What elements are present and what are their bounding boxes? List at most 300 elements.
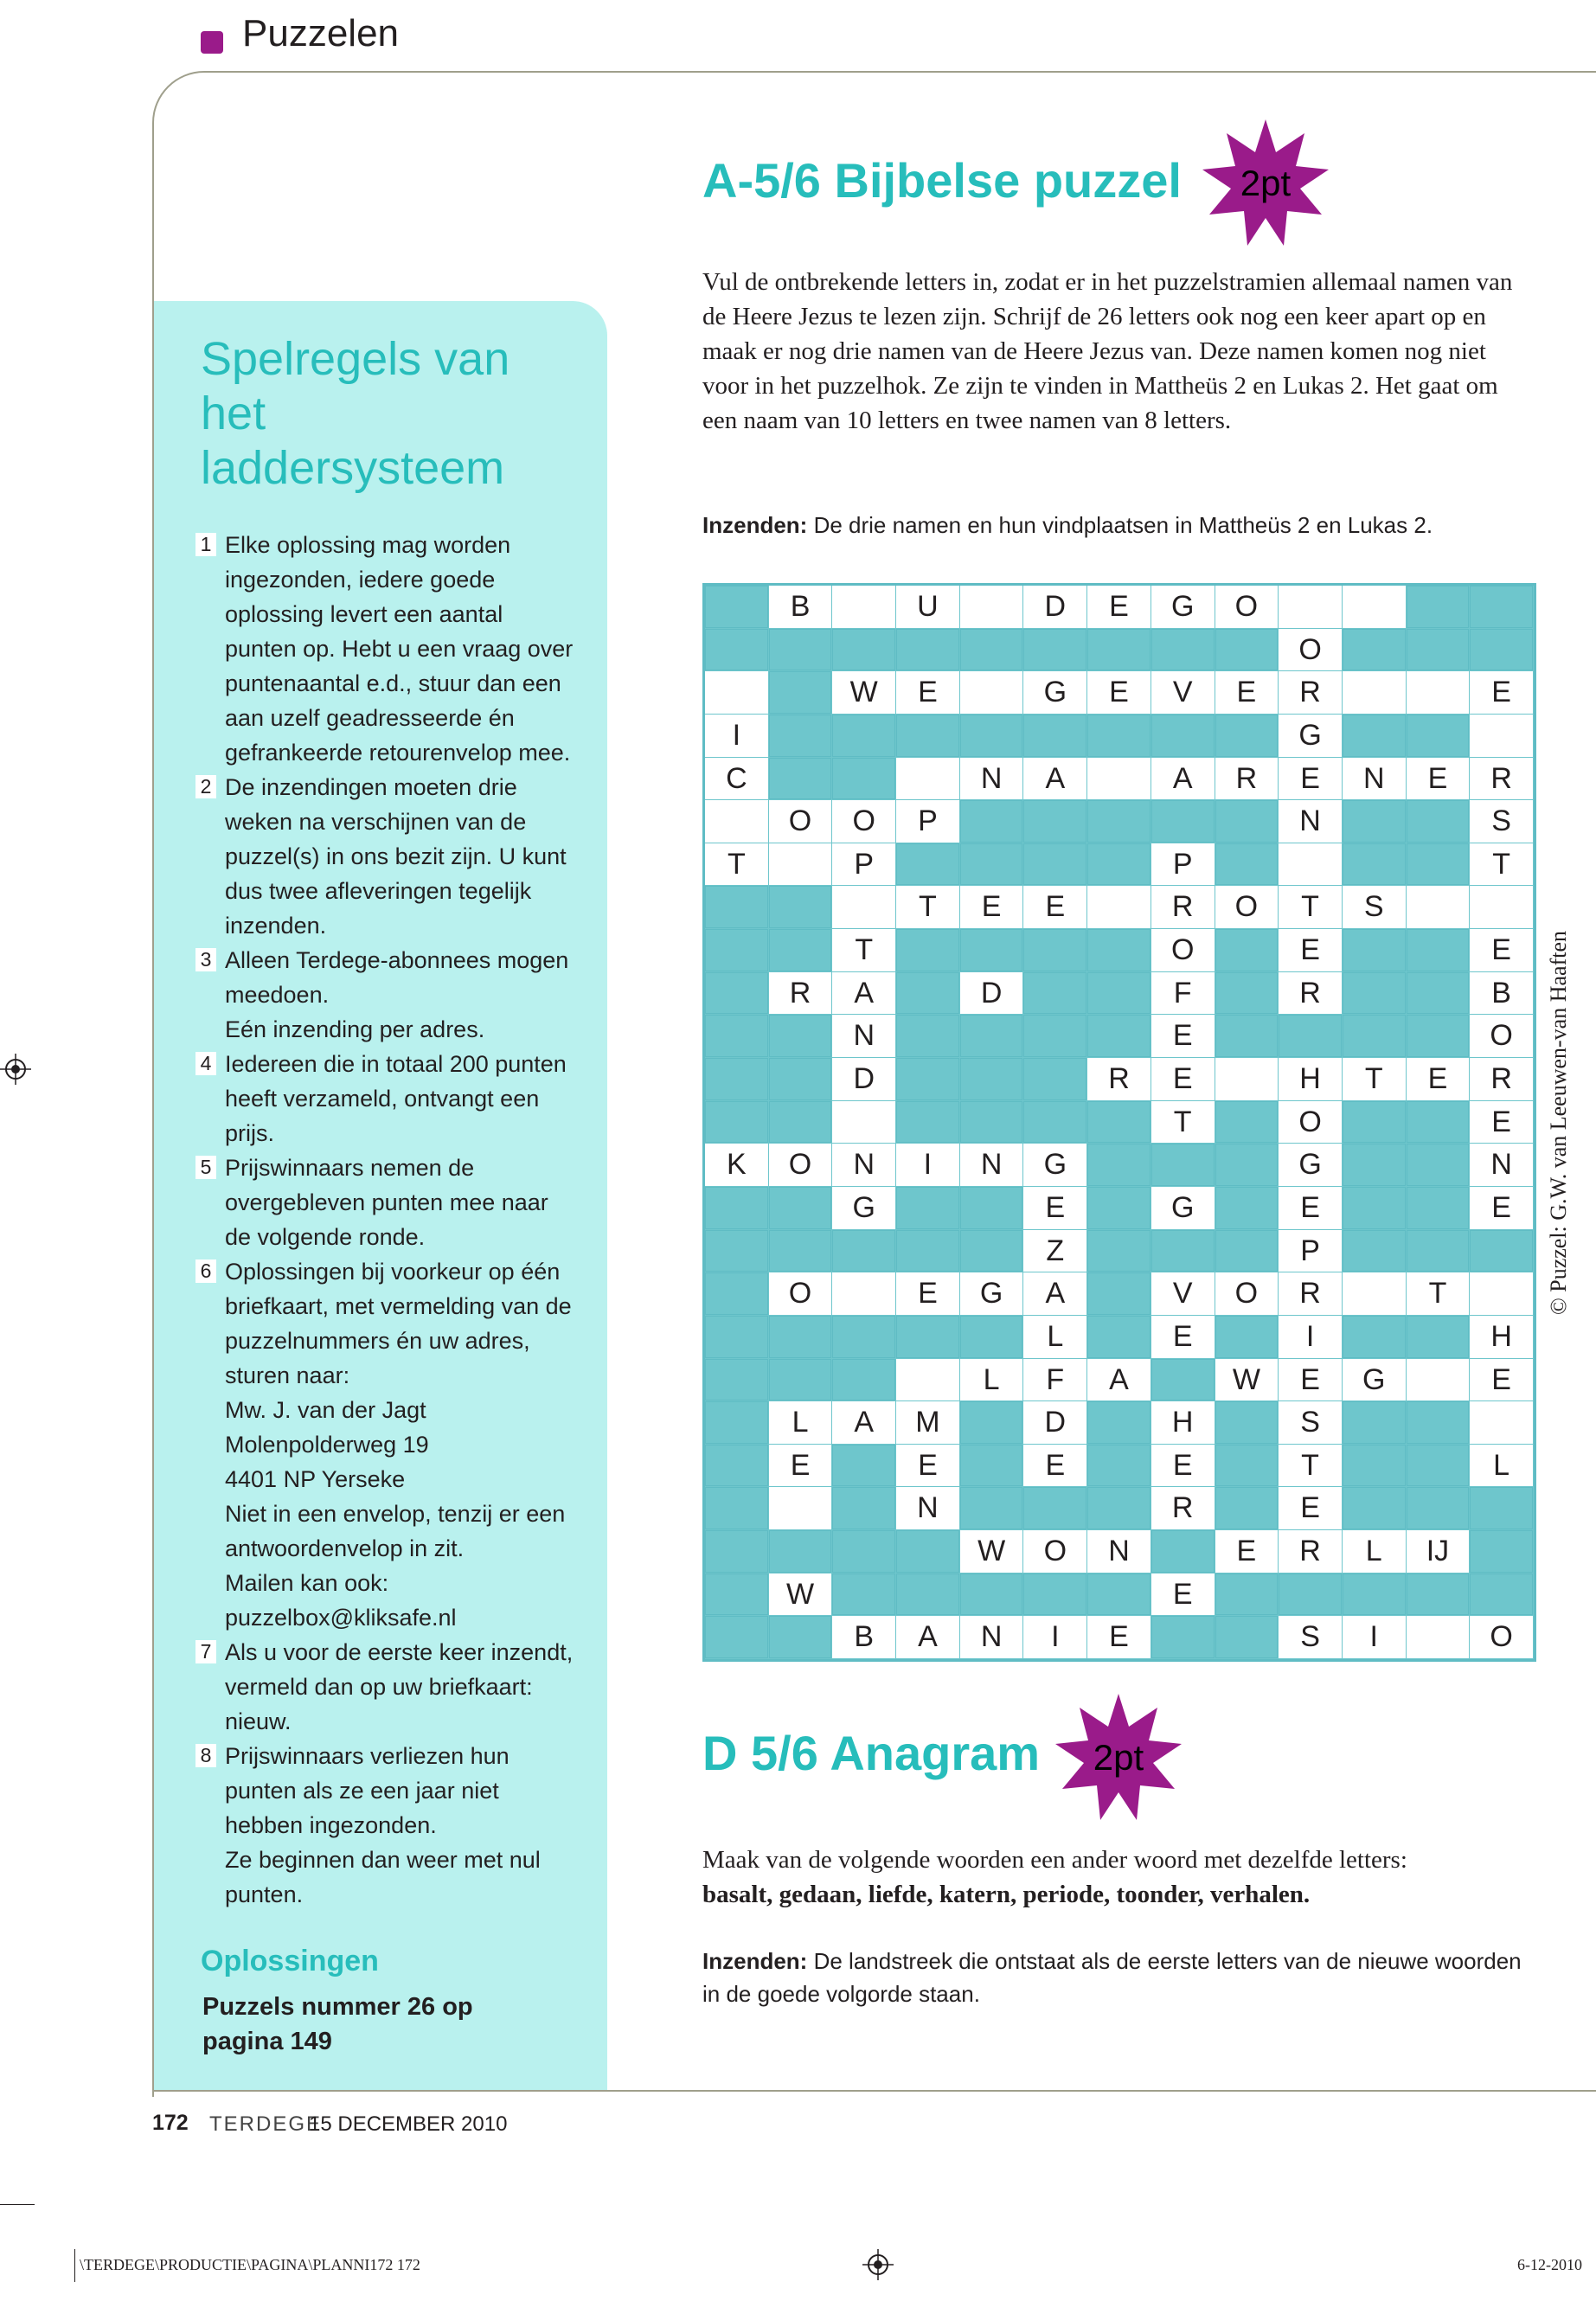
grid-cell[interactable]: T: [896, 886, 959, 928]
grid-cell[interactable]: [832, 1101, 895, 1144]
grid-cell[interactable]: E: [1470, 1359, 1533, 1401]
grid-cell[interactable]: E: [960, 886, 1023, 928]
grid-cell[interactable]: T: [1279, 1445, 1342, 1487]
grid-cell[interactable]: T: [1151, 1101, 1215, 1144]
grid-cell[interactable]: E: [1279, 1487, 1342, 1529]
grid-cell[interactable]: W: [960, 1530, 1023, 1573]
grid-block: [960, 800, 1023, 843]
grid-cell[interactable]: G: [832, 1187, 895, 1229]
grid-block: [1087, 1272, 1151, 1315]
grid-cell[interactable]: H: [1151, 1401, 1215, 1444]
grid-block: [960, 1445, 1023, 1487]
grid-cell[interactable]: R: [1279, 972, 1342, 1015]
grid-block: [705, 1230, 768, 1272]
grid-block: [1215, 1445, 1279, 1487]
grid-block: [1087, 1101, 1151, 1144]
rule-item: [195, 1739, 576, 1912]
grid-block: [769, 1230, 832, 1272]
grid-cell[interactable]: [960, 586, 1023, 628]
grid-cell[interactable]: R: [1087, 1058, 1151, 1100]
puzzle-credit: [1540, 787, 1574, 1324]
grid-block: [832, 1574, 895, 1616]
grid-cell[interactable]: [1470, 715, 1533, 757]
grid-cell[interactable]: E: [1151, 1574, 1215, 1616]
page-number: 172: [152, 2111, 189, 2135]
grid-cell[interactable]: E: [1087, 1616, 1151, 1658]
grid-block: [1215, 972, 1279, 1015]
grid-block: [960, 629, 1023, 671]
grid-block: [1087, 1401, 1151, 1444]
grid-block: [1087, 629, 1151, 671]
grid-block: [896, 629, 959, 671]
grid-cell[interactable]: [1407, 886, 1470, 928]
grid-cell[interactable]: [1215, 1058, 1279, 1100]
grid-cell[interactable]: R: [1470, 758, 1533, 800]
grid-cell[interactable]: N: [832, 1015, 895, 1057]
grid-block: [1343, 1574, 1406, 1616]
grid-cell[interactable]: E: [1407, 758, 1470, 800]
grid-cell[interactable]: S: [1470, 800, 1533, 843]
grid-cell[interactable]: W: [769, 1574, 832, 1616]
grid-block: [1343, 1401, 1406, 1444]
grid-block: [960, 1316, 1023, 1358]
registration-mark-icon: [862, 2249, 894, 2280]
grid-cell[interactable]: O: [832, 800, 895, 843]
grid-block: [960, 929, 1023, 971]
grid-block: [832, 1230, 895, 1272]
grid-cell[interactable]: G: [960, 1272, 1023, 1315]
grid-cell[interactable]: E: [1279, 1187, 1342, 1229]
grid-cell[interactable]: N: [1343, 758, 1406, 800]
grid-cell[interactable]: [705, 800, 768, 843]
grid-cell[interactable]: O: [1215, 586, 1279, 628]
submit-label-2: Inzenden:: [702, 1948, 808, 1974]
grid-cell[interactable]: G: [1023, 1144, 1086, 1186]
grid-cell[interactable]: [832, 586, 895, 628]
grid-cell[interactable]: P: [1279, 1230, 1342, 1272]
grid-cell[interactable]: G: [1151, 1187, 1215, 1229]
grid-block: [896, 1187, 959, 1229]
grid-cell[interactable]: E: [1023, 886, 1086, 928]
grid-block: [705, 1058, 768, 1100]
grid-block: [832, 1530, 895, 1573]
grid-block: [1407, 1445, 1470, 1487]
grid-cell[interactable]: [769, 1487, 832, 1529]
grid-cell[interactable]: [896, 1359, 959, 1401]
grid-block: [896, 1101, 959, 1144]
grid-block: [1343, 843, 1406, 886]
grid-cell[interactable]: D: [1023, 586, 1086, 628]
grid-block: [1087, 1230, 1151, 1272]
rules-title: Spelregels van het laddersysteem: [201, 333, 510, 494]
grid-block: [769, 758, 832, 800]
grid-cell[interactable]: G: [1023, 671, 1086, 714]
grid-cell[interactable]: E: [1470, 1101, 1533, 1144]
grid-cell[interactable]: I: [1023, 1616, 1086, 1658]
grid-block: [705, 972, 768, 1015]
grid-block: [1407, 1487, 1470, 1529]
puzzle2-submit: [702, 1945, 1533, 2010]
grid-block: [1023, 1574, 1086, 1616]
grid-block: [1151, 715, 1215, 757]
grid-cell[interactable]: [832, 1272, 895, 1315]
grid-cell[interactable]: B: [769, 586, 832, 628]
grid-cell[interactable]: N: [1087, 1530, 1151, 1573]
grid-cell[interactable]: R: [1279, 671, 1342, 714]
grid-cell[interactable]: I: [1343, 1616, 1406, 1658]
grid-block: [1343, 1015, 1406, 1057]
puzzle1-submit: [702, 509, 1533, 542]
rule-number: 2: [195, 775, 216, 798]
grid-cell[interactable]: [960, 671, 1023, 714]
grid-cell[interactable]: [832, 886, 895, 928]
grid-block: [1215, 629, 1279, 671]
grid-cell[interactable]: G: [1343, 1359, 1406, 1401]
grid-block: [1215, 800, 1279, 843]
grid-cell[interactable]: L: [1343, 1530, 1406, 1573]
grid-cell[interactable]: N: [960, 758, 1023, 800]
rule-item: [195, 770, 576, 943]
grid-cell[interactable]: IJ: [1407, 1530, 1470, 1573]
grid-block: [960, 1101, 1023, 1144]
grid-cell[interactable]: O: [1470, 1015, 1533, 1057]
grid-cell[interactable]: E: [1087, 671, 1151, 714]
grid-block: [1343, 1187, 1406, 1229]
grid-block: [1087, 1574, 1151, 1616]
grid-cell[interactable]: E: [896, 671, 959, 714]
grid-cell[interactable]: D: [1023, 1401, 1086, 1444]
grid-block: [769, 1187, 832, 1229]
grid-cell[interactable]: L: [769, 1401, 832, 1444]
grid-block: [1407, 1574, 1470, 1616]
grid-block: [1023, 629, 1086, 671]
grid-cell[interactable]: [1343, 671, 1406, 714]
grid-block: [896, 1316, 959, 1358]
grid-cell[interactable]: H: [1279, 1058, 1342, 1100]
grid-cell[interactable]: R: [1215, 758, 1279, 800]
grid-cell[interactable]: [1279, 586, 1342, 628]
section-title: Puzzelen: [242, 12, 400, 54]
grid-block: [1023, 715, 1086, 757]
grid-block: [896, 1058, 959, 1100]
grid-block: [1215, 1015, 1279, 1057]
grid-cell[interactable]: E: [1151, 1316, 1215, 1358]
grid-block: [1343, 715, 1406, 757]
grid-cell[interactable]: F: [1151, 972, 1215, 1015]
grid-cell[interactable]: W: [832, 671, 895, 714]
grid-block: [1470, 1530, 1533, 1573]
grid-cell[interactable]: P: [832, 843, 895, 886]
rule-text: Oplossingen bij voorkeur op één briefkaart, met vermelding van de puzzelnummers én uw adres, sturen naar: Mw. J. van der Jagt Molenpolderweg 19 4401 NP Yerseke Niet in een envelop, tenzij er een antwoordenvelop in zit. Mailen kan ook: puzzelbox@kliksafe.nl: [225, 1259, 572, 1631]
points-badge-1: [1201, 118, 1330, 247]
grid-cell[interactable]: E: [1023, 1187, 1086, 1229]
grid-cell[interactable]: O: [1279, 629, 1342, 671]
grid-cell[interactable]: [1407, 671, 1470, 714]
grid-block: [1087, 800, 1151, 843]
grid-cell[interactable]: N: [832, 1144, 895, 1186]
grid-cell[interactable]: A: [1023, 1272, 1086, 1315]
grid-cell[interactable]: A: [1023, 758, 1086, 800]
grid-cell[interactable]: [1470, 1272, 1533, 1315]
grid-cell[interactable]: O: [1215, 1272, 1279, 1315]
grid-cell[interactable]: B: [1470, 972, 1533, 1015]
grid-block: [960, 715, 1023, 757]
grid-block: [1407, 586, 1470, 628]
rule-number: 8: [195, 1744, 216, 1767]
grid-block: [1151, 1530, 1215, 1573]
grid-block: [1087, 1487, 1151, 1529]
grid-block: [1407, 1187, 1470, 1229]
grid-block: [1470, 1487, 1533, 1529]
rule-number: 6: [195, 1259, 216, 1283]
grid-cell[interactable]: R: [1279, 1272, 1342, 1315]
grid-cell[interactable]: N: [1470, 1144, 1533, 1186]
registration-mark-icon: [0, 1054, 31, 1085]
grid-block: [896, 929, 959, 971]
grid-cell[interactable]: L: [1023, 1316, 1086, 1358]
grid-block: [1023, 843, 1086, 886]
grid-cell[interactable]: O: [1470, 1616, 1533, 1658]
grid-block: [896, 843, 959, 886]
grid-cell[interactable]: [1407, 1616, 1470, 1658]
puzzle2-intro: [702, 1843, 1533, 1912]
grid-cell[interactable]: S: [1343, 886, 1406, 928]
grid-cell[interactable]: O: [1151, 929, 1215, 971]
grid-block: [705, 1616, 768, 1658]
grid-block: [705, 1359, 768, 1401]
rule-text: Prijswinnaars nemen de overgebleven punten mee naar de volgende ronde.: [225, 1155, 548, 1250]
magazine-name: TERDEGE: [209, 2112, 323, 2136]
grid-cell[interactable]: A: [1087, 1359, 1151, 1401]
grid-cell[interactable]: E: [1087, 586, 1151, 628]
grid-cell[interactable]: Z: [1023, 1230, 1086, 1272]
grid-cell[interactable]: [769, 843, 832, 886]
grid-block: [1407, 1144, 1470, 1186]
grid-block: [769, 671, 832, 714]
grid-cell[interactable]: V: [1151, 1272, 1215, 1315]
grid-block: [960, 1401, 1023, 1444]
grid-cell[interactable]: E: [1151, 1445, 1215, 1487]
grid-block: [769, 629, 832, 671]
grid-cell[interactable]: P: [1151, 843, 1215, 886]
grid-block: [1151, 1616, 1215, 1658]
issue-date: 15 DECEMBER 2010: [309, 2112, 508, 2136]
grid-block: [769, 1316, 832, 1358]
grid-block: [1087, 1445, 1151, 1487]
grid-cell[interactable]: L: [1470, 1445, 1533, 1487]
grid-cell[interactable]: A: [832, 972, 895, 1015]
grid-cell[interactable]: A: [832, 1401, 895, 1444]
grid-block: [705, 629, 768, 671]
grid-block: [1407, 1316, 1470, 1358]
grid-cell[interactable]: N: [960, 1144, 1023, 1186]
grid-cell[interactable]: R: [769, 972, 832, 1015]
grid-block: [1215, 715, 1279, 757]
submit-text-2: De landstreek die ontstaat als de eerste letters van de nieuwe woorden in de goede volgorde staan.: [702, 1948, 1522, 2007]
points-label-1: 2pt: [1240, 163, 1292, 203]
grid-cell[interactable]: E: [1279, 1359, 1342, 1401]
rule-text: De inzendingen moeten drie weken na verschijnen van de puzzel(s) in ons bezit zijn. U kunt dus twee afleveringen tegelijk inzenden.: [225, 774, 567, 939]
grid-cell[interactable]: I: [1279, 1316, 1342, 1358]
grid-cell[interactable]: H: [1470, 1316, 1533, 1358]
grid-cell[interactable]: G: [1279, 1144, 1342, 1186]
grid-block: [832, 1487, 895, 1529]
grid-cell[interactable]: [1087, 758, 1151, 800]
grid-cell[interactable]: E: [1407, 1058, 1470, 1100]
grid-cell[interactable]: F: [1023, 1359, 1086, 1401]
grid-cell[interactable]: O: [769, 1144, 832, 1186]
grid-cell[interactable]: E: [1470, 671, 1533, 714]
grid-cell[interactable]: A: [896, 1616, 959, 1658]
rule-text: Iedereen die in totaal 200 punten heeft verzameld, ontvangt een prijs.: [225, 1051, 567, 1146]
grid-cell[interactable]: N: [960, 1616, 1023, 1658]
grid-cell[interactable]: [1279, 843, 1342, 886]
grid-cell[interactable]: E: [1279, 758, 1342, 800]
grid-cell[interactable]: [1343, 1272, 1406, 1315]
grid-block: [1087, 972, 1151, 1015]
grid-block: [896, 972, 959, 1015]
grid-cell[interactable]: T: [1279, 886, 1342, 928]
grid-block: [1087, 1144, 1151, 1186]
grid-block: [960, 1487, 1023, 1529]
grid-cell[interactable]: E: [769, 1445, 832, 1487]
rule-number: 4: [195, 1052, 216, 1075]
anagram-words: basalt, gedaan, liefde, katern, periode, toonder, verhalen.: [702, 1881, 1311, 1908]
grid-block: [705, 1015, 768, 1057]
grid-cell[interactable]: E: [1023, 1445, 1086, 1487]
grid-block: [769, 929, 832, 971]
rules-list: [195, 528, 576, 1912]
grid-cell[interactable]: E: [1279, 929, 1342, 971]
grid-cell[interactable]: T: [705, 843, 768, 886]
grid-cell[interactable]: D: [832, 1058, 895, 1100]
grid-block: [769, 1015, 832, 1057]
grid-block: [896, 1574, 959, 1616]
grid-cell[interactable]: T: [1407, 1272, 1470, 1315]
grid-cell[interactable]: E: [1470, 929, 1533, 971]
grid-block: [1343, 1144, 1406, 1186]
grid-cell[interactable]: E: [1151, 1058, 1215, 1100]
grid-cell[interactable]: E: [896, 1272, 959, 1315]
grid-cell[interactable]: K: [705, 1144, 768, 1186]
puzzle-grid: [702, 583, 1536, 1662]
grid-cell[interactable]: D: [960, 972, 1023, 1015]
grid-cell[interactable]: [896, 758, 959, 800]
grid-block: [1343, 1445, 1406, 1487]
rule-number: 1: [195, 533, 216, 556]
rule-text: Prijswinnaars verliezen hun punten als ze een jaar niet hebben ingezonden. Ze beginnen dan weer met nul punten.: [225, 1743, 541, 1907]
grid-block: [832, 629, 895, 671]
grid-cell[interactable]: S: [1279, 1401, 1342, 1444]
grid-cell[interactable]: B: [832, 1616, 895, 1658]
grid-block: [1087, 1015, 1151, 1057]
grid-cell[interactable]: I: [705, 715, 768, 757]
grid-cell[interactable]: O: [769, 800, 832, 843]
grid-cell[interactable]: N: [1279, 800, 1342, 843]
grid-block: [1023, 1058, 1086, 1100]
grid-block: [1407, 972, 1470, 1015]
grid-cell[interactable]: O: [1215, 886, 1279, 928]
grid-cell[interactable]: R: [1151, 1487, 1215, 1529]
grid-cell[interactable]: G: [1151, 586, 1215, 628]
grid-block: [832, 1316, 895, 1358]
puzzle1-intro: Vul de ontbrekende letters in, zodat er in het puzzelstramien allemaal namen van de Heere Jezus te lezen zijn. Schrijf de 26 letters ook nog een keer apart op en maak er nog drie namen van de Heere Jezus van. Deze namen komen nog niet voor in het puzzelhok. Ze zijn te vinden in Mattheüs 2 en Lukas 2. Het gaat om een naam van 10 letters en twee namen van 8 letters.: [702, 268, 1513, 434]
grid-cell[interactable]: W: [1215, 1359, 1279, 1401]
grid-cell[interactable]: O: [1023, 1530, 1086, 1573]
grid-block: [705, 1316, 768, 1358]
grid-cell[interactable]: T: [1470, 843, 1533, 886]
grid-cell[interactable]: E: [1151, 1015, 1215, 1057]
grid-cell[interactable]: S: [1279, 1616, 1342, 1658]
grid-cell[interactable]: V: [1151, 671, 1215, 714]
grid-cell[interactable]: [1407, 1359, 1470, 1401]
grid-cell[interactable]: E: [1470, 1187, 1533, 1229]
grid-cell[interactable]: [1470, 886, 1533, 928]
grid-block: [1023, 929, 1086, 971]
grid-cell[interactable]: T: [832, 929, 895, 971]
grid-block: [1215, 1144, 1279, 1186]
grid-cell[interactable]: [1087, 886, 1151, 928]
grid-block: [960, 843, 1023, 886]
section-marker: [201, 31, 223, 54]
grid-cell[interactable]: E: [1215, 1530, 1279, 1573]
grid-cell[interactable]: [705, 671, 768, 714]
grid-cell[interactable]: [1470, 1401, 1533, 1444]
grid-block: [960, 1058, 1023, 1100]
grid-cell[interactable]: C: [705, 758, 768, 800]
rule-text: Als u voor de eerste keer inzendt, vermeld dan op uw briefkaart: nieuw.: [225, 1639, 574, 1734]
grid-block: [896, 1530, 959, 1573]
rule-item: [195, 528, 576, 770]
grid-block: [1470, 629, 1533, 671]
grid-cell[interactable]: R: [1279, 1530, 1342, 1573]
grid-cell[interactable]: O: [769, 1272, 832, 1315]
grid-block: [1087, 1316, 1151, 1358]
grid-cell[interactable]: I: [896, 1144, 959, 1186]
grid-cell[interactable]: M: [896, 1401, 959, 1444]
grid-block: [1087, 929, 1151, 971]
grid-cell[interactable]: L: [960, 1359, 1023, 1401]
grid-cell[interactable]: O: [1279, 1101, 1342, 1144]
grid-block: [705, 1574, 768, 1616]
submit-label-1: Inzenden:: [702, 512, 808, 538]
grid-cell[interactable]: [1343, 586, 1406, 628]
grid-block: [1023, 1101, 1086, 1144]
grid-cell[interactable]: R: [1151, 886, 1215, 928]
rule-number: 3: [195, 948, 216, 971]
print-slug-path: \TERDEGE\PRODUCTIE\PAGINA\PLANNI172 172: [80, 2256, 420, 2273]
grid-cell[interactable]: T: [1343, 1058, 1406, 1100]
grid-cell[interactable]: A: [1151, 758, 1215, 800]
grid-block: [769, 886, 832, 928]
grid-cell[interactable]: G: [1279, 715, 1342, 757]
points-badge-2: [1054, 1692, 1183, 1822]
grid-cell[interactable]: U: [896, 586, 959, 628]
grid-block: [705, 1530, 768, 1573]
grid-block: [1215, 1574, 1279, 1616]
grid-block: [1151, 629, 1215, 671]
grid-cell[interactable]: E: [896, 1445, 959, 1487]
grid-cell[interactable]: N: [896, 1487, 959, 1529]
grid-block: [1215, 1401, 1279, 1444]
grid-cell[interactable]: P: [896, 800, 959, 843]
grid-cell[interactable]: E: [1215, 671, 1279, 714]
grid-cell[interactable]: R: [1470, 1058, 1533, 1100]
grid-block: [1215, 1616, 1279, 1658]
grid-block: [1151, 800, 1215, 843]
grid-block: [1087, 843, 1151, 886]
grid-block: [769, 1359, 832, 1401]
